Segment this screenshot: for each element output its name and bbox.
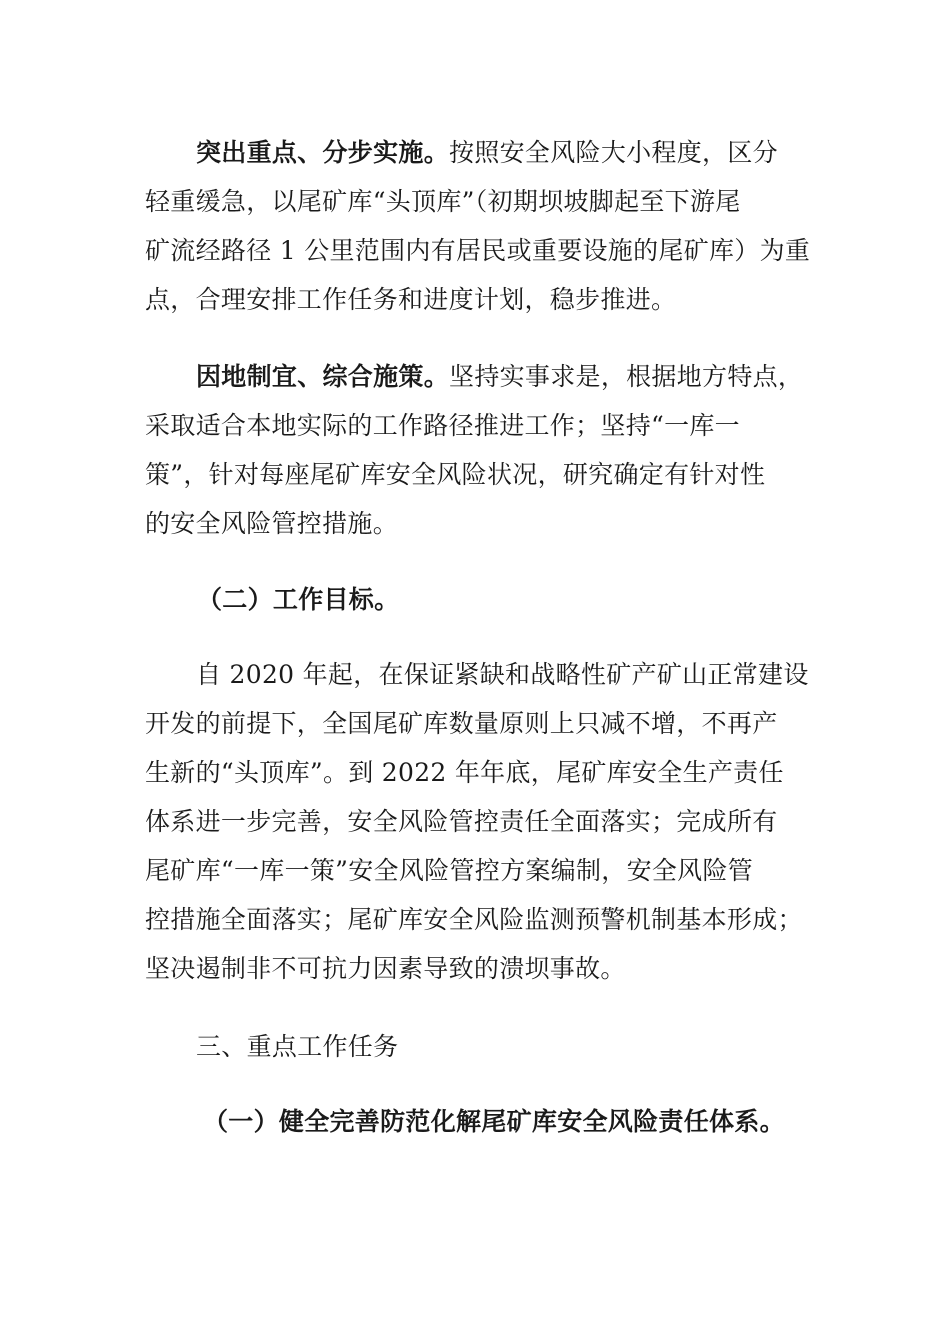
paragraph-line: 的安全风险管控措施。	[145, 509, 399, 538]
heading-text: 三、重点工作任务	[196, 1032, 399, 1061]
section-heading-goals	[145, 575, 810, 624]
paragraph-key-points	[145, 128, 810, 324]
paragraph-line: 轻重缓急，以尾矿库“头顶库”（初期坝坡脚起至下游尾	[145, 187, 741, 216]
paragraph-line: 体系进一步完善，安全风险管控责任全面落实；完成所有	[145, 807, 778, 836]
heading-text: （一）健全完善防范化解尾矿库安全风险责任体系。	[203, 1107, 785, 1136]
paragraph-line	[145, 128, 810, 177]
paragraph-lead-heading: 突出重点、分步实施。	[196, 138, 450, 167]
paragraph-line: 控措施全面落实；尾矿库安全风险监测预警机制基本形成；	[145, 905, 803, 934]
paragraph-line: 点，合理安排工作任务和进度计划，稳步推进。	[145, 285, 677, 314]
paragraph-line	[145, 352, 810, 401]
paragraph-text: 按照安全风险大小程度，区分	[449, 138, 778, 167]
paragraph-line: 采取适合本地实际的工作路径推进工作；坚持“一库一	[145, 411, 740, 440]
subsection-heading-responsibility	[145, 1097, 810, 1146]
paragraph-line: 策”，针对每座尾矿库安全风险状况，研究确定有针对性	[145, 460, 766, 489]
paragraph-local-conditions	[145, 352, 810, 548]
paragraph-line: 自 2020 年起，在保证紧缺和战略性矿产矿山正常建设	[196, 660, 809, 689]
paragraph-line: 坚决遏制非不可抗力因素导致的溃坝事故。	[145, 954, 626, 983]
paragraph-line: 尾矿库“一库一策”安全风险管控方案编制，安全风险管	[145, 856, 754, 885]
paragraph-text: 坚持实事求是，根据地方特点，	[449, 362, 804, 391]
paragraph-line: 生新的“头顶库”。到 2022 年年底，尾矿库安全生产责任	[145, 758, 784, 787]
section-heading-tasks	[145, 1022, 810, 1071]
heading-text: （二）工作目标。	[197, 585, 400, 614]
paragraph-line: 矿流经路径 1 公里范围内有居民或重要设施的尾矿库）为重	[145, 236, 811, 265]
paragraph-goals-body	[145, 650, 810, 993]
paragraph-lead-heading: 因地制宜、综合施策。	[196, 362, 450, 391]
paragraph-line: 开发的前提下，全国尾矿库数量原则上只减不增，不再产	[145, 709, 778, 738]
